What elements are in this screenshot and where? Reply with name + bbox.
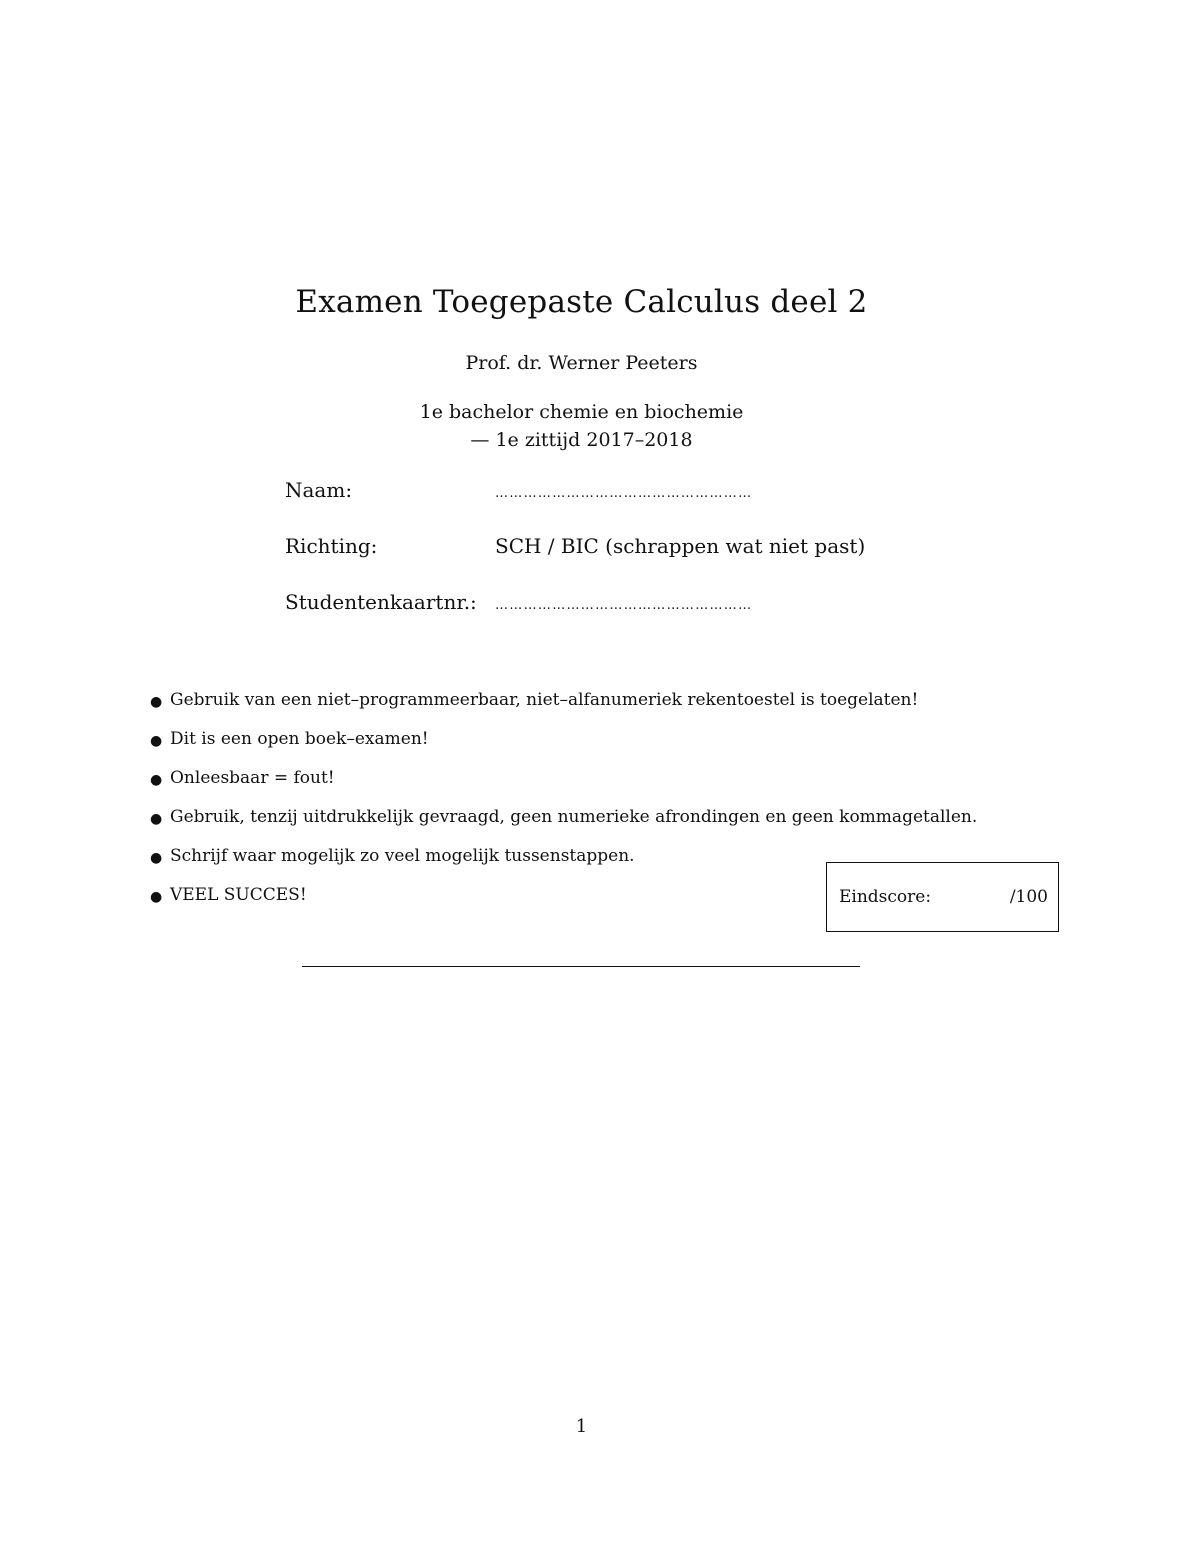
bullet-icon: ● [150, 733, 163, 749]
final-score-box [826, 862, 1059, 932]
field-naam [285, 478, 752, 506]
bullet-icon: ● [150, 850, 163, 866]
horizontal-divider [302, 966, 860, 967]
instruction-text: Onleesbaar = fout! [170, 768, 335, 788]
course-line-program: 1e bachelor chemie en biochemie [419, 401, 744, 423]
final-score-label: Eindscore: [839, 887, 932, 907]
field-studentenkaart [285, 590, 752, 618]
list-item [150, 729, 977, 768]
final-score-max: /100 [1009, 887, 1048, 907]
studentenkaart-blank: ……………………………………………… [495, 598, 753, 613]
instruction-text: Schrijf waar mogelijk zo veel mogelijk tussenstappen. [170, 846, 635, 866]
richting-value: SCH / BIC (schrappen wat niet past) [495, 534, 866, 558]
bullet-icon: ● [150, 772, 163, 788]
field-richting [285, 534, 865, 562]
richting-label: Richting: [285, 534, 378, 558]
instruction-text: Gebruik van een niet–programmeerbaar, niet–alfanumeriek rekentoestel is toegelaten! [170, 690, 919, 710]
studentenkaart-label: Studentenkaartnr.: [285, 590, 477, 614]
course-info [0, 398, 1163, 454]
list-item [150, 768, 977, 807]
list-item [150, 807, 977, 846]
exam-title: Examen Toegepaste Calculus deel 2 [295, 284, 868, 320]
instruction-text: VEEL SUCCES! [170, 885, 307, 905]
naam-label: Naam: [285, 478, 353, 502]
bullet-icon: ● [150, 811, 163, 827]
author-line: Prof. dr. Werner Peeters [465, 352, 698, 374]
naam-blank: ……………………………………………… [495, 486, 753, 501]
bullet-icon: ● [150, 694, 163, 710]
page-number: 1 [575, 1416, 588, 1437]
course-line-session: — 1e zittijd 2017–2018 [470, 429, 693, 451]
instruction-text: Dit is een open boek–examen! [170, 729, 429, 749]
instruction-text: Gebruik, tenzij uitdrukkelijk gevraagd, geen numerieke afrondingen en geen kommagetallen. [170, 807, 978, 827]
list-item [150, 690, 977, 729]
bullet-icon: ● [150, 889, 163, 905]
